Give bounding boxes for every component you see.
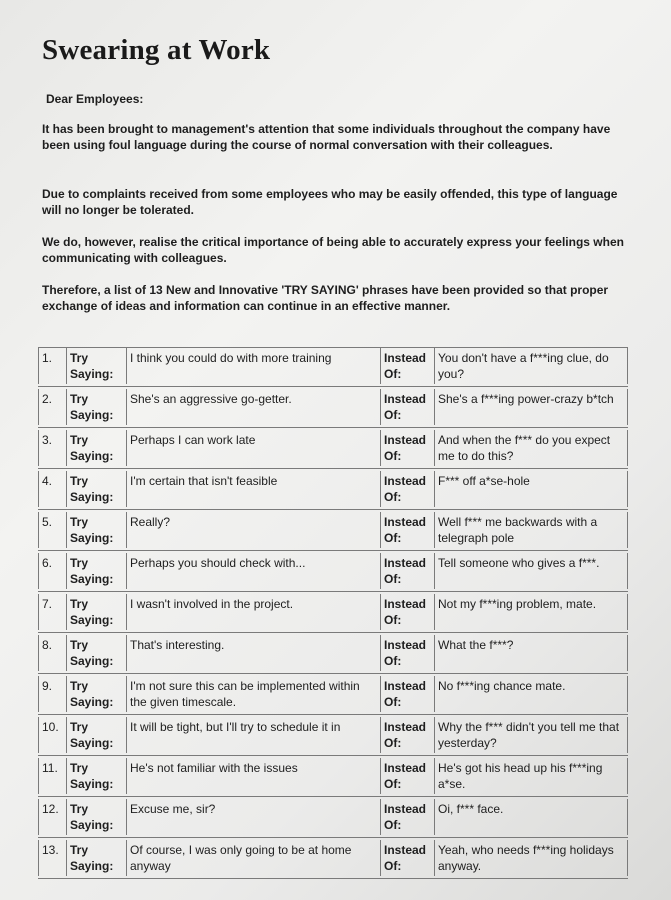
instead-of-label: Instead Of: xyxy=(380,717,434,753)
instead-of-label: Instead Of: xyxy=(380,512,434,548)
row-number: 5. xyxy=(38,512,66,548)
instead-of-phrase: Yeah, who needs f***ing holidays anyway. xyxy=(434,840,628,876)
try-saying-phrase: That's interesting. xyxy=(126,635,380,671)
try-saying-label: Try Saying: xyxy=(66,348,126,384)
try-saying-label: Try Saying: xyxy=(66,635,126,671)
instead-of-phrase: He's got his head up his f***ing a*se. xyxy=(434,758,628,794)
phrase-row xyxy=(38,799,628,838)
instead-of-phrase: Why the f*** didn't you tell me that yesterday? xyxy=(434,717,628,753)
try-saying-label: Try Saying: xyxy=(66,512,126,548)
try-saying-phrase: I'm not sure this can be implemented within the given timescale. xyxy=(126,676,380,712)
try-saying-phrase: I think you could do with more training xyxy=(126,348,380,384)
try-saying-phrase: Excuse me, sir? xyxy=(126,799,380,835)
try-saying-label: Try Saying: xyxy=(66,840,126,876)
try-saying-phrase: I'm certain that isn't feasible xyxy=(126,471,380,507)
phrase-row xyxy=(38,635,628,674)
phrase-row xyxy=(38,758,628,797)
row-number: 9. xyxy=(38,676,66,712)
instead-of-label: Instead Of: xyxy=(380,758,434,794)
row-number: 11. xyxy=(38,758,66,794)
instead-of-label: Instead Of: xyxy=(380,840,434,876)
instead-of-phrase: Not my f***ing problem, mate. xyxy=(434,594,628,630)
phrase-row xyxy=(38,717,628,756)
instead-of-phrase: What the f***? xyxy=(434,635,628,671)
try-saying-label: Try Saying: xyxy=(66,717,126,753)
try-saying-phrase: Perhaps you should check with... xyxy=(126,553,380,589)
try-saying-label: Try Saying: xyxy=(66,676,126,712)
try-saying-label: Try Saying: xyxy=(66,553,126,589)
row-number: 8. xyxy=(38,635,66,671)
instead-of-phrase: You don't have a f***ing clue, do you? xyxy=(434,348,628,384)
phrase-row xyxy=(38,594,628,633)
try-saying-phrase: I wasn't involved in the project. xyxy=(126,594,380,630)
phrase-row xyxy=(38,553,628,592)
phrase-row xyxy=(38,840,628,879)
paragraph-3: We do, however, realise the critical importance of being able to accurately express your feelings when communicating with colleagues. xyxy=(42,235,624,265)
instead-of-phrase: Well f*** me backwards with a telegraph pole xyxy=(434,512,628,548)
greeting: Dear Employees: xyxy=(46,92,144,106)
instead-of-label: Instead Of: xyxy=(380,348,434,384)
instead-of-phrase: No f***ing chance mate. xyxy=(434,676,628,712)
row-number: 3. xyxy=(38,430,66,466)
try-saying-phrase: Really? xyxy=(126,512,380,548)
instead-of-label: Instead Of: xyxy=(380,389,434,425)
row-number: 2. xyxy=(38,389,66,425)
paragraph-4: Therefore, a list of 13 New and Innovative 'TRY SAYING' phrases have been provided so that proper exchange of ideas and information can continue in an effective manner. xyxy=(42,283,609,313)
phrase-row xyxy=(38,471,628,510)
instead-of-phrase: Tell someone who gives a f***. xyxy=(434,553,628,589)
try-saying-phrase: Perhaps I can work late xyxy=(126,430,380,466)
row-number: 10. xyxy=(38,717,66,753)
paragraph-1: It has been brought to management's attention that some individuals throughout the company have been using foul language during the course of normal conversation with their colleagues. xyxy=(42,122,611,152)
try-saying-label: Try Saying: xyxy=(66,471,126,507)
instead-of-phrase: She's a f***ing power-crazy b*tch xyxy=(434,389,628,425)
try-saying-label: Try Saying: xyxy=(66,594,126,630)
paragraph-2: Due to complaints received from some employees who may be easily offended, this type of language will no longer be tolerated. xyxy=(42,187,618,217)
try-saying-phrase: Of course, I was only going to be at home anyway xyxy=(126,840,380,876)
row-number: 12. xyxy=(38,799,66,835)
row-number: 13. xyxy=(38,840,66,876)
instead-of-label: Instead Of: xyxy=(380,594,434,630)
phrase-row xyxy=(38,348,628,387)
row-number: 4. xyxy=(38,471,66,507)
try-saying-label: Try Saying: xyxy=(66,389,126,425)
instead-of-label: Instead Of: xyxy=(380,430,434,466)
instead-of-phrase: Oi, f*** face. xyxy=(434,799,628,835)
phrase-row xyxy=(38,676,628,715)
try-saying-label: Try Saying: xyxy=(66,758,126,794)
try-saying-phrase: He's not familiar with the issues xyxy=(126,758,380,794)
phrase-row xyxy=(38,430,628,469)
row-number: 6. xyxy=(38,553,66,589)
phrase-table xyxy=(38,347,628,881)
row-number: 1. xyxy=(38,348,66,384)
instead-of-label: Instead Of: xyxy=(380,676,434,712)
instead-of-phrase: F*** off a*se-hole xyxy=(434,471,628,507)
instead-of-label: Instead Of: xyxy=(380,471,434,507)
instead-of-label: Instead Of: xyxy=(380,799,434,835)
try-saying-label: Try Saying: xyxy=(66,430,126,466)
try-saying-phrase: She's an aggressive go-getter. xyxy=(126,389,380,425)
try-saying-phrase: It will be tight, but I'll try to schedule it in xyxy=(126,717,380,753)
instead-of-label: Instead Of: xyxy=(380,635,434,671)
row-number: 7. xyxy=(38,594,66,630)
try-saying-label: Try Saying: xyxy=(66,799,126,835)
instead-of-label: Instead Of: xyxy=(380,553,434,589)
memo-title: Swearing at Work xyxy=(42,34,271,66)
phrase-row xyxy=(38,389,628,428)
phrase-row xyxy=(38,512,628,551)
instead-of-phrase: And when the f*** do you expect me to do this? xyxy=(434,430,628,466)
